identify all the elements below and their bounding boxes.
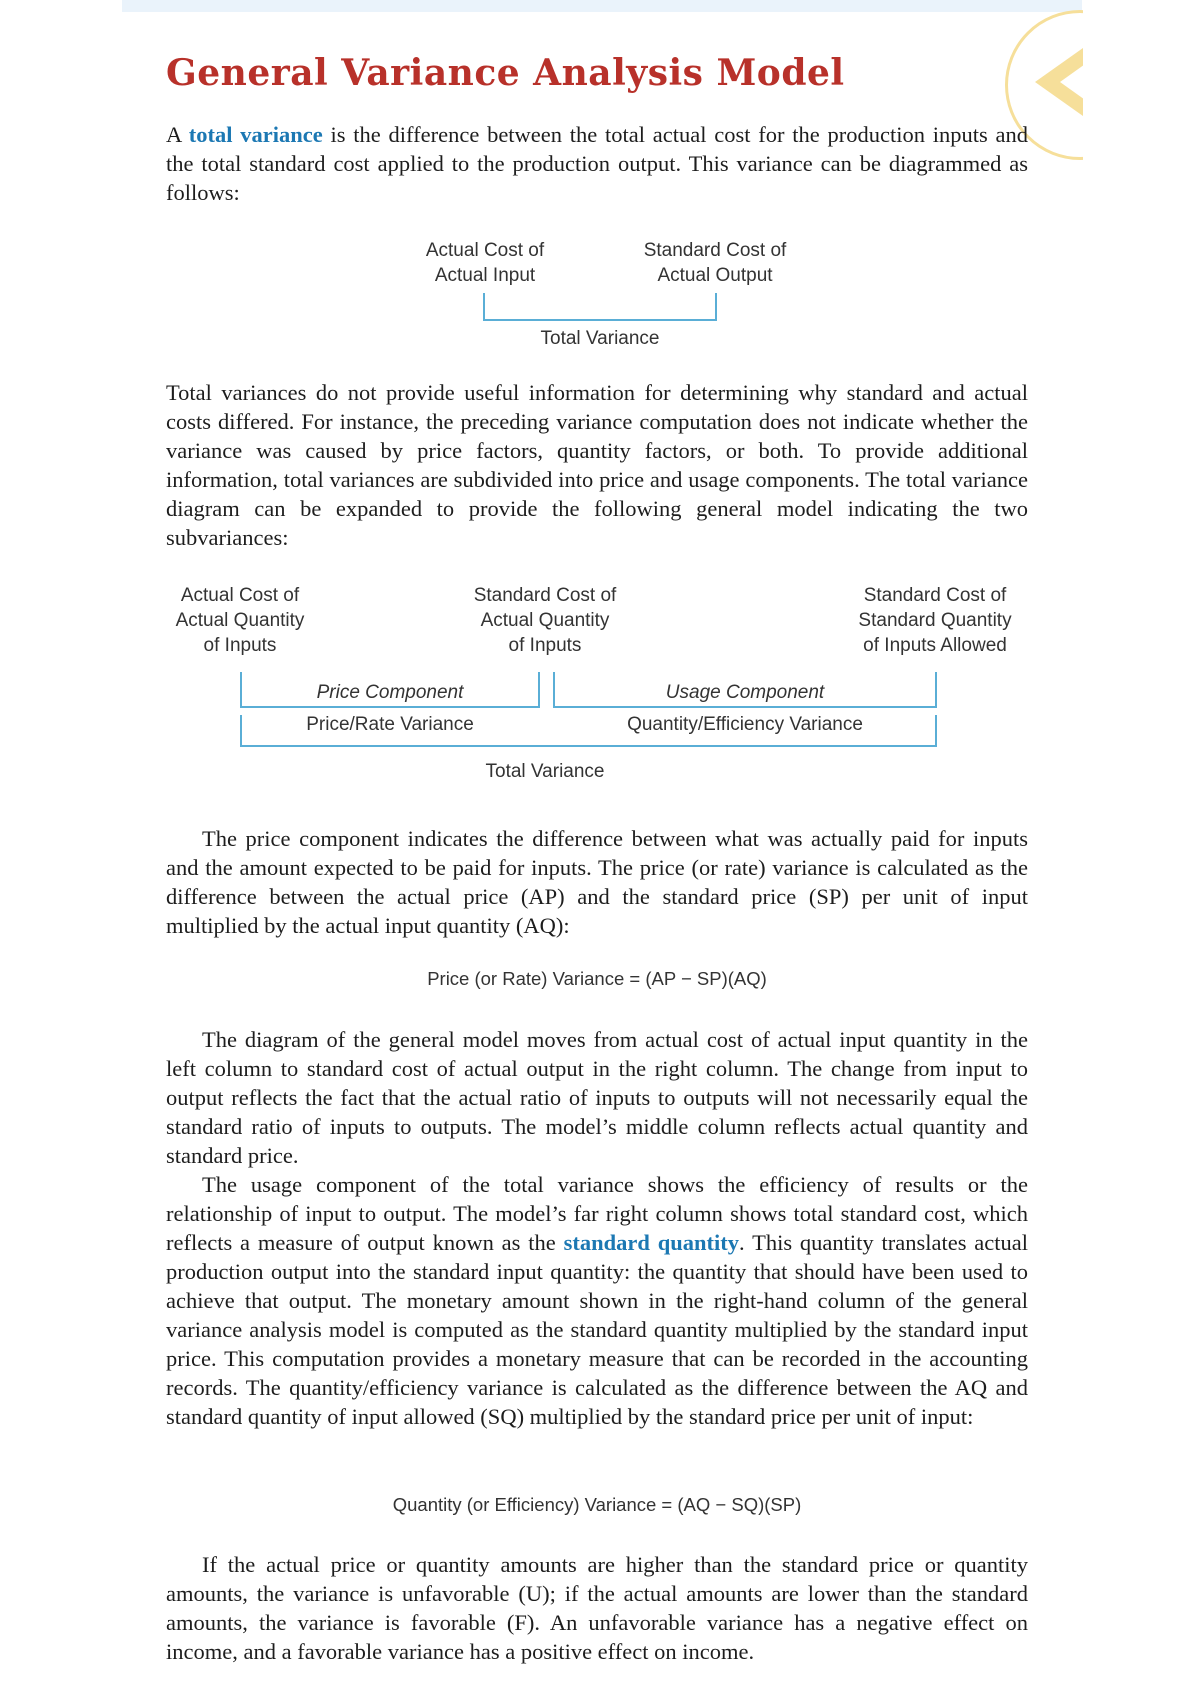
page-title: General Variance Analysis Model <box>166 52 845 94</box>
diagram2-total-variance: Total Variance <box>485 761 605 782</box>
diagram1-bracket-bottom <box>483 319 717 321</box>
corner-mask <box>1083 0 1200 200</box>
quantity-efficiency-variance-label: Quantity/Efficiency Variance <box>627 714 863 735</box>
diagram2-col2-line1: Standard Cost of <box>473 585 617 606</box>
para5-text-b: . This quantity translates actual production output into the standard input quantity: the quantity that should have been used to achieve that output. The monetary amount shown in the right-hand column of the general variance analysis model is computed as the standard quantity multiplied by the standard input price. This computation provides a monetary measure that can be recorded in the accounting records. The quantity/efficiency variance is calculated as the difference between the AQ and standard quantity of input allowed (SQ) multiplied by the standard price per unit of input: <box>166 1230 1029 1429</box>
diagram2-col1-line3: of Inputs <box>203 635 277 656</box>
diagram2-col1-line2: Actual Quantity <box>175 610 305 631</box>
diagram1-right-line2: Actual Output <box>657 265 773 286</box>
diagram1-left-line2: Actual Input <box>434 265 536 286</box>
paragraph-5 <box>166 1170 1028 1431</box>
intro-text-rest: is the difference between the total actual cost for the production inputs and the total standard cost applied to the production output. This variance can be diagrammed as follows: <box>166 122 1029 205</box>
top-band <box>122 0 1082 12</box>
paragraph-6: If the actual price or quantity amounts are higher than the standard price or quantity amounts, the variance is unfavorable (U); if the actual amounts are lower than the standard amounts, the variance is favorable (F). An unfavorable variance has a negative effect on income, and a favorable variance has a positive effect on income. <box>166 1552 1028 1664</box>
paragraph-2: Total variances do not provide useful information for determining why standard and actual costs differed. For instance, the preceding variance computation does not indicate whether the variance was caused by price factors, quantity factors, or both. To provide additional information, total variances are subdivided into price and usage components. The total variance diagram can be expanded to provide the following general model indicating the two subvariances: <box>166 380 1028 550</box>
diagram2-col2-line3: of Inputs <box>508 635 582 656</box>
usage-bracket-bottom <box>553 706 937 708</box>
diagram2-col3-line3: of Inputs Allowed <box>863 635 1007 656</box>
price-rate-variance-label: Price/Rate Variance <box>306 714 474 735</box>
intro-paragraph <box>166 120 1028 207</box>
back-arrow-icon-inner <box>1060 62 1088 102</box>
diagram2-col1-label <box>150 583 330 658</box>
diagram2-col2-label <box>445 583 645 658</box>
diagram1-bracket-right <box>715 293 717 321</box>
para5-text-a: The usage component of the total variance shows the efficiency of results or the relationship of input to output. The model’s far right column shows total standard cost, which reflects a measure of output known as the <box>166 1172 1028 1255</box>
diagram2-col3-label <box>830 583 1040 658</box>
diagram2-col3-line1: Standard Cost of <box>863 585 1007 606</box>
term-standard-quantity: standard quantity <box>563 1230 740 1255</box>
paragraph-4: The diagram of the general model moves from actual cost of actual input quantity in the left column to standard cost of actual output in the right column. The change from input to output reflects the fact that the actual ratio of inputs to outputs will not necessarily equal the standard ratio of inputs to outputs. The model’s middle column reflects actual quantity and standard price. <box>166 1027 1028 1168</box>
paragraph-3: The price component indicates the difference between what was actually paid for inputs and the amount expected to be paid for inputs. The price (or rate) variance is calculated as the difference between the actual price (AP) and the standard price (SP) per unit of input multiplied by the actual input quantity (AQ): <box>166 826 1028 938</box>
formula-price-variance: Price (or Rate) Variance = (AP − SP)(AQ) <box>427 968 767 989</box>
term-total-variance: total variance <box>188 122 323 147</box>
usage-component-label: Usage Component <box>665 682 825 703</box>
formula-quantity-variance: Quantity (or Efficiency) Variance = (AQ − SQ)(SP) <box>392 1494 802 1515</box>
diagram2-col2-line2: Actual Quantity <box>480 610 610 631</box>
total-bracket-bottom <box>240 745 937 747</box>
diagram1-total-variance: Total Variance <box>540 328 660 349</box>
diagram1-left-label <box>400 238 570 288</box>
diagram1-right-line1: Standard Cost of <box>643 240 787 261</box>
diagram2-col3-line2: Standard Quantity <box>858 610 1012 631</box>
intro-text-a: A <box>166 122 189 147</box>
price-component-label: Price Component <box>316 682 464 703</box>
diagram1-right-label <box>625 238 805 288</box>
diagram1-left-line1: Actual Cost of <box>425 240 545 261</box>
diagram1-bracket-left <box>483 293 485 321</box>
price-bracket-bottom <box>240 706 540 708</box>
diagram2-col1-line1: Actual Cost of <box>180 585 300 606</box>
